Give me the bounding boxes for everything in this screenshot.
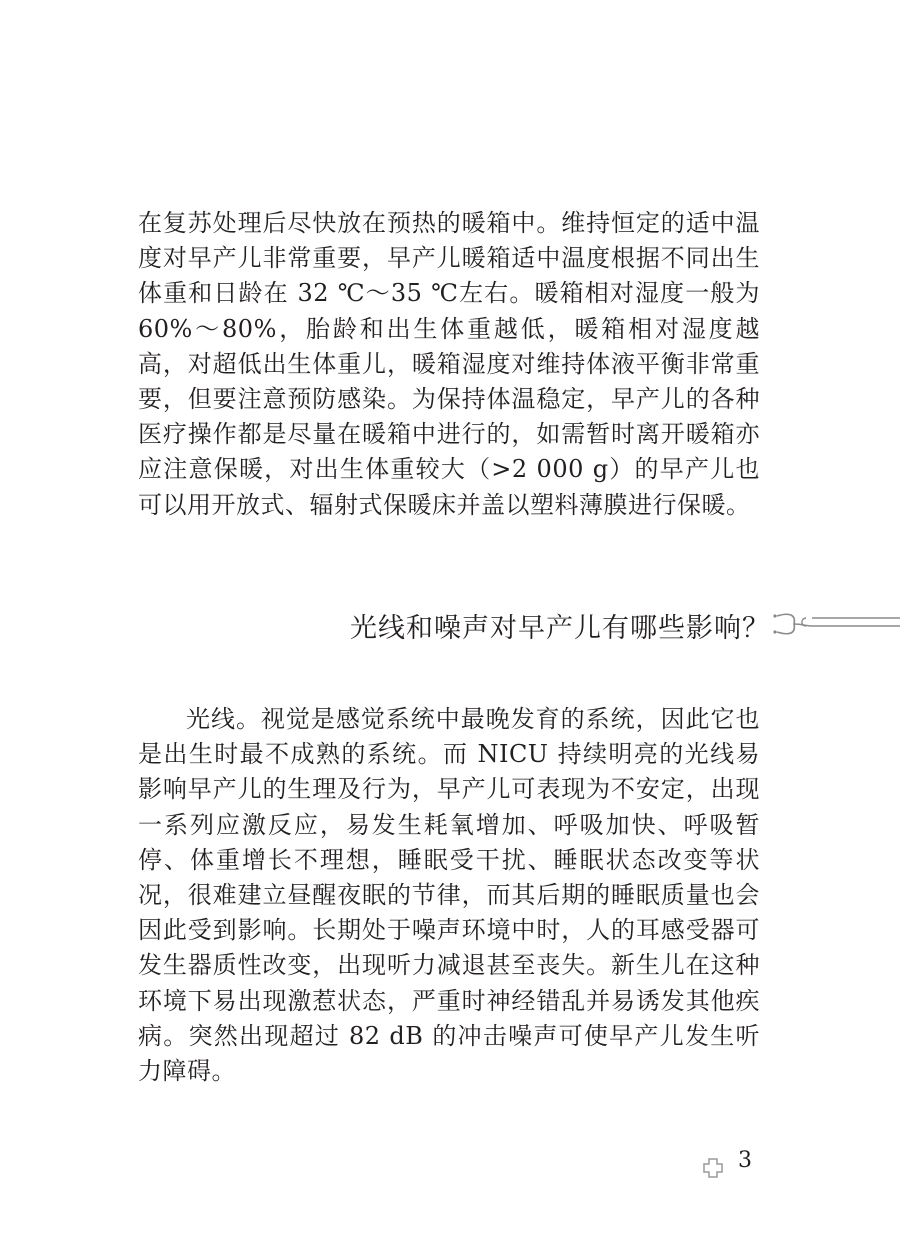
body-paragraph-incubator: 在复苏处理后尽快放在预热的暖箱中。维持恒定的适中温度对早产儿非常重要，早产儿暖箱适中温度根据不同出生体重和日龄在 32 ℃～35 ℃左右。暖箱相对湿度一般为 60%～80%，胎龄和出生体重越低，暖箱相对湿度越高，对超低出生体重儿，暖箱湿度对维持体液平衡非常重要，但要注意预防感染。为保持体温稳定，早产儿的各种医疗操作都是尽量在暖箱中进行的，如需暂时离开暖箱亦应注意保暖，对出生体重较大（>2 000 g）的早产儿也可以用开放式、辐射式保暖床并盖以塑料薄膜进行保暖。 (138, 209, 760, 519)
stethoscope-line-icon (770, 605, 900, 645)
body-paragraph-light-noise: 光线。视觉是感觉系统中最晚发育的系统，因此它也是出生时最不成熟的系统。而 NICU 持续明亮的光线易影响早产儿的生理及行为，早产儿可表现为不安定，出现一系列应激反应，易发生耗氧增加、呼吸加快、呼吸暂停、体重增长不理想，睡眠受干扰、睡眠状态改变等状况，很难建立昼醒夜眠的节律，而其后期的睡眠质量也会因此受到影响。长期处于噪声环境中时，人的耳感受器可发生器质性改变，出现听力减退甚至丧失。新生儿在这种环境下易出现激惹状态，严重时神经错乱并易诱发其他疾病。突然出现超过 82 dB 的冲击噪声可使早产儿发生听力障碍。 (138, 705, 760, 1086)
page-number: 3 (738, 1148, 752, 1173)
section-heading: 光线和噪声对早产儿有哪些影响？ (350, 613, 770, 644)
medical-cross-icon (702, 1157, 724, 1179)
